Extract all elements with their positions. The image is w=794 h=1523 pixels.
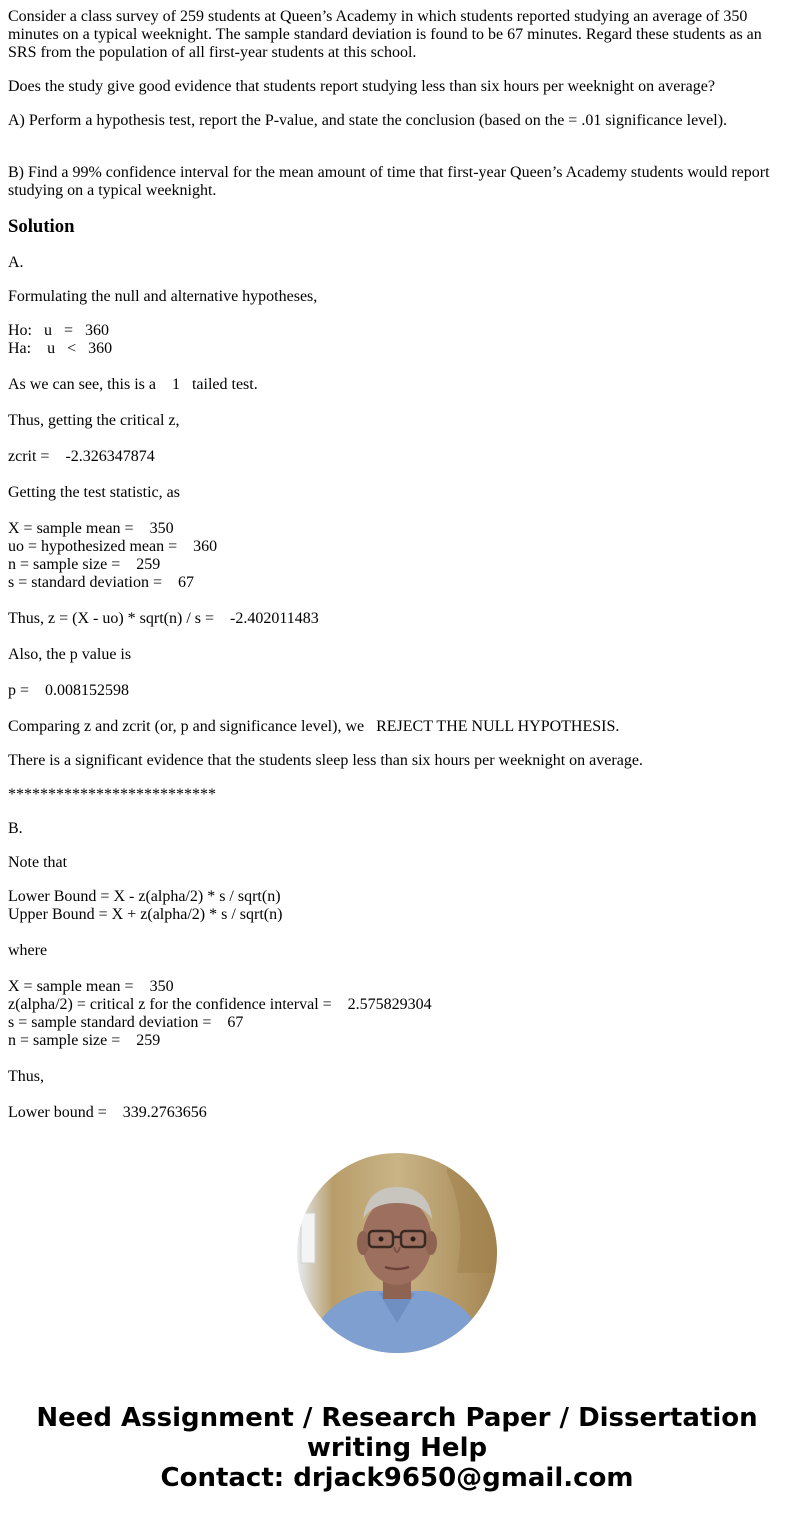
ci-sample-mean: X = sample mean = 350: [8, 978, 174, 995]
critical-intro: Thus, getting the critical z,: [8, 412, 180, 429]
test-statistic-intro: Getting the test statistic, as: [8, 484, 180, 501]
portrait-illustration: [297, 1153, 497, 1353]
part-b-label: B.: [8, 820, 23, 837]
conclusion-text: There is a significant evidence that the students sleep less than six hours per weeknight on average.: [8, 752, 643, 769]
question-part-b: B) Find a 99% confidence interval for the mean amount of time that first-year Queen’s Academy students would report studying on a typical weeknight.: [8, 164, 770, 199]
note-text: Note that: [8, 854, 68, 871]
sample-mean: X = sample mean = 350: [8, 520, 174, 537]
tutor-portrait-icon: [297, 1153, 497, 1353]
where-text: where: [8, 942, 48, 959]
sample-size: n = sample size = 259: [8, 556, 161, 573]
hypothesized-mean: uo = hypothesized mean = 360: [8, 538, 218, 555]
upper-bound-formula: Upper Bound = X + z(alpha/2) * s / sqrt(n): [8, 906, 283, 923]
spacer: [8, 146, 786, 164]
question-intro: Consider a class survey of 259 students at Queen’s Academy in which students reported studying an average of 350 minutes on a typical weeknight. The sample standard deviation is found to be 67 minutes. Regard these students as an SRS from the population of all first-year students at this school.: [8, 8, 762, 61]
thus-text: Thus,: [8, 1068, 44, 1085]
z-statistic: Thus, z = (X - uo) * sqrt(n) / s = -2.402011483: [8, 610, 319, 627]
tail-text: As we can see, this is a 1 tailed test.: [8, 376, 258, 393]
comparison-text: Comparing z and zcrit (or, p and significance level), we REJECT THE NULL HYPOTHESIS.: [8, 718, 620, 735]
ci-critical-z: z(alpha/2) = critical z for the confidence interval = 2.575829304: [8, 996, 432, 1013]
document-content: [8, 8, 786, 1122]
solution-heading: Solution: [8, 216, 75, 237]
question-part-a: A) Perform a hypothesis test, report the P-value, and state the conclusion (based on the = .01 significance level).: [8, 112, 728, 129]
footer-advert: [0, 1403, 794, 1493]
footer-help-line: Need Assignment / Research Paper / Dissertation writing Help: [36, 1403, 758, 1463]
part-a-label: A.: [8, 254, 24, 271]
p-value: p = 0.008152598: [8, 682, 130, 699]
ci-standard-deviation: s = sample standard deviation = 67: [8, 1014, 244, 1031]
footer-contact-line: Contact: drjack9650@gmail.com: [160, 1463, 634, 1493]
alternative-hypothesis: Ha: u < 360: [8, 340, 113, 357]
lower-bound-formula: Lower Bound = X - z(alpha/2) * s / sqrt(n): [8, 888, 281, 905]
formulating-text: Formulating the null and alternative hypotheses,: [8, 288, 318, 305]
null-hypothesis: Ho: u = 360: [8, 322, 110, 339]
standard-deviation: s = standard deviation = 67: [8, 574, 195, 591]
ci-sample-size: n = sample size = 259: [8, 1032, 161, 1049]
p-value-intro: Also, the p value is: [8, 646, 132, 663]
question-ask: Does the study give good evidence that students report studying less than six hours per weeknight on average?: [8, 78, 715, 95]
lower-bound-value: Lower bound = 339.2763656: [8, 1104, 207, 1121]
section-divider: **************************: [8, 786, 216, 803]
zcrit-value: zcrit = -2.326347874: [8, 448, 155, 465]
